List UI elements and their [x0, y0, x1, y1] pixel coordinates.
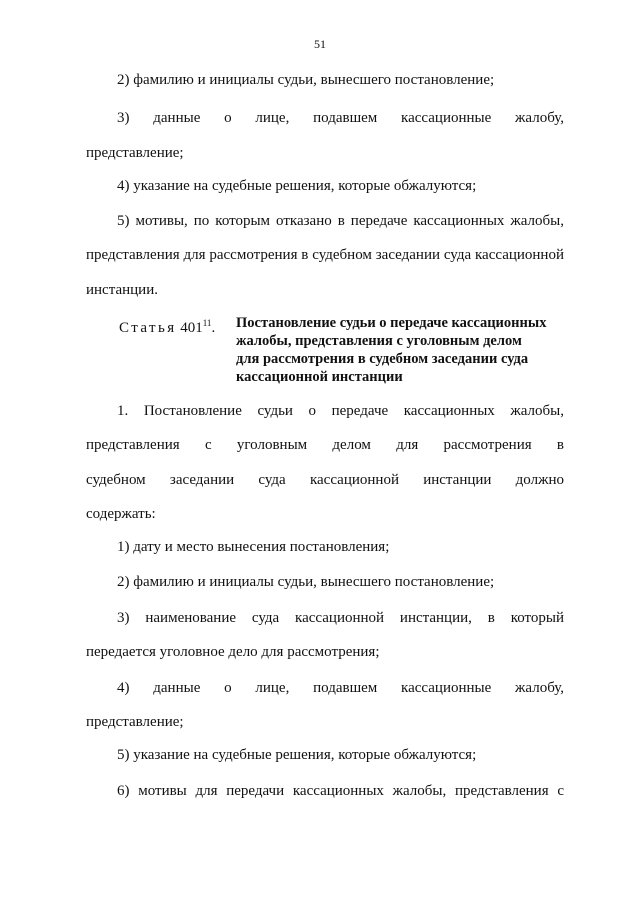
- text-line: 2) фамилию и инициалы судьи, вынесшего постановление;: [117, 574, 495, 590]
- text-line: 3) данные о лице, подавшем кассационные жалобу,: [117, 110, 564, 126]
- article-title-line: жалобы, представления с уголовным делом: [236, 333, 522, 349]
- text-line: инстанции.: [86, 282, 158, 298]
- text-line: судебном заседании суда кассационной инстанции должно: [86, 472, 564, 488]
- article-title-line: кассационной инстанции: [236, 369, 403, 385]
- text-line: 6) мотивы для передачи кассационных жалобы, представления с: [117, 783, 564, 799]
- article-word: Статья: [119, 320, 177, 336]
- text-line: 1. Постановление судьи о передаче кассационных жалобы,: [117, 403, 564, 419]
- article-title-line: Постановление судьи о передаче кассационных: [236, 315, 547, 331]
- article-label: Статья $401^{11}$.: [119, 318, 216, 336]
- text-line: представление;: [86, 714, 184, 730]
- page-number: 51: [314, 37, 326, 51]
- text-line: представления с уголовным делом для рассмотрения в: [86, 437, 564, 453]
- text-line: представление;: [86, 145, 184, 161]
- text-line: 4) данные о лице, подавшем кассационные жалобу,: [117, 680, 564, 696]
- text-line: 1) дату и место вынесения постановления;: [117, 539, 390, 555]
- text-line: 5) указание на судебные решения, которые обжалуются;: [117, 747, 477, 763]
- article-superscript: 11: [202, 318, 212, 328]
- text-line: представления для рассмотрения в судебном заседании суда кассационной: [86, 247, 564, 263]
- text-line: содержать:: [86, 506, 156, 522]
- text-line: 2) фамилию и инициалы судьи, вынесшего постановление;: [117, 72, 495, 88]
- text-line: 5) мотивы, по которым отказано в передаче кассационных жалобы,: [117, 213, 564, 229]
- article-number: 401: [180, 320, 203, 336]
- text-line: передается уголовное дело для рассмотрения;: [86, 644, 380, 660]
- text-line: 4) указание на судебные решения, которые обжалуются;: [117, 178, 477, 194]
- article-title-line: для рассмотрения в судебном заседании суда: [236, 351, 529, 367]
- article-title: [236, 314, 566, 386]
- text-line: 3) наименование суда кассационной инстанции, в который: [117, 610, 564, 626]
